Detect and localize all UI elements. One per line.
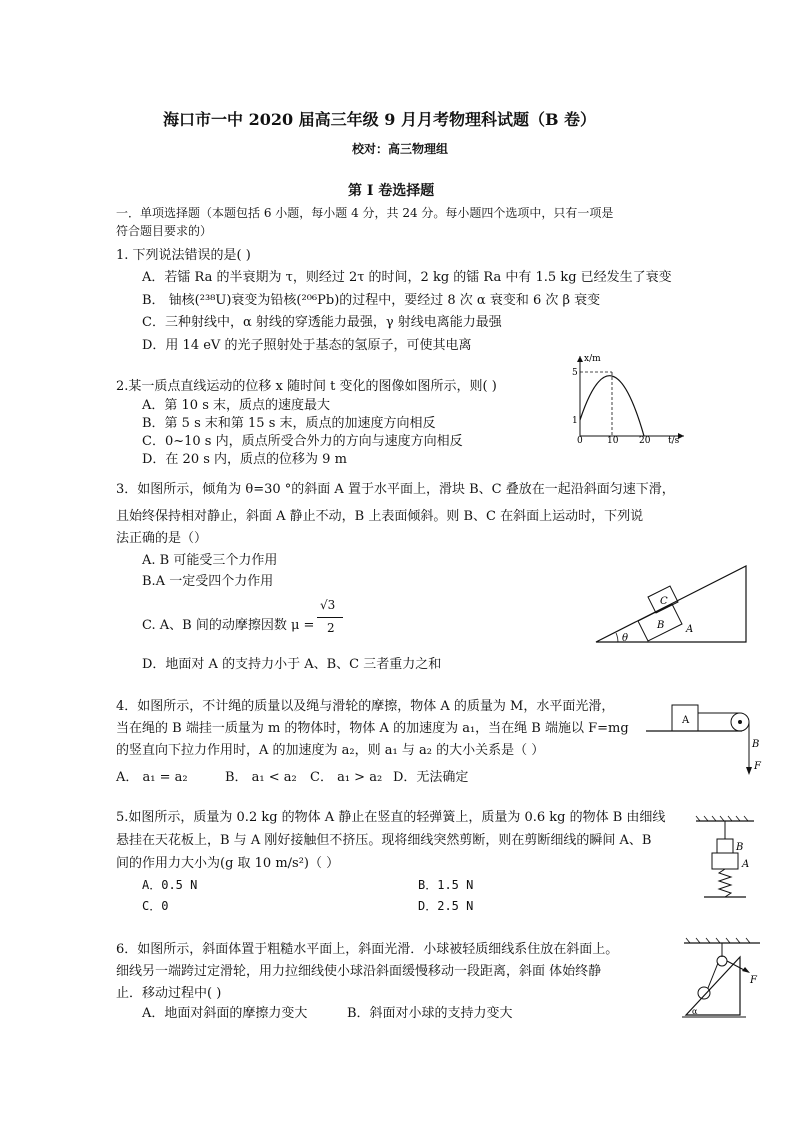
q5-option-c: C．0: [142, 899, 169, 913]
q2-option-c: C．0~10 s 内，质点所受合外力的方向与速度方向相反: [142, 434, 463, 449]
q3-option-b: B.A 一定受四个力作用: [142, 574, 274, 589]
proofread-line: 校对：高三物理组: [352, 142, 449, 156]
q4-stem-line2: 当在绳的 B 端挂一质量为 m 的物体时，物体 A 的加速度为 a₁，当在绳 B 端施以 F=mg: [116, 721, 629, 736]
q3-label-a: A: [686, 624, 694, 635]
q4-label-a: A: [682, 715, 690, 726]
q1-option-c: C．三种射线中，α 射线的穿透能力最强，γ 射线电离能力最强: [142, 315, 502, 330]
q2-option-d: D．在 20 s 内，质点的位移为 9 m: [142, 452, 347, 467]
q2-option-b: B．第 5 s 末和第 15 s 末，质点的加速度方向相反: [142, 416, 436, 431]
q5-label-a: A: [742, 859, 750, 870]
part-heading-line1: 一．单项选择题（本题包括 6 小题，每小题 4 分，共 24 分。每小题四个选项中，只有一项是: [116, 206, 614, 220]
q3-theta-label: θ: [622, 633, 629, 644]
q4-stem-line3: 的竖直向下拉力作用时，A 的加速度为 a₂，则 a₁ 与 a₂ 的大小关系是（ ）: [116, 743, 545, 758]
q5-stem-line1: 5.如图所示，质量为 0.2 kg 的物体 A 静止在竖直的轻弹簧上，质量为 0.6 kg 的物体 B 由细线: [116, 810, 666, 825]
q3-option-a: A. B 可能受三个力作用: [142, 553, 278, 568]
q4-option-d: D．无法确定: [393, 770, 469, 785]
q3-stem-line3: 法正确的是（）: [116, 531, 208, 546]
q3-option-c: C. A、B 间的动摩擦因数 μ =: [142, 618, 315, 633]
q2-stem: 2.某一质点直线运动的位移 x 随时间 t 变化的图像如图所示，则( ): [116, 379, 497, 394]
q3-label-b: B: [657, 620, 665, 631]
q2-ytick-5: 5: [572, 368, 578, 378]
q4-label-f: F: [754, 761, 761, 772]
q4-option-b: B． a₁ < a₂: [225, 770, 297, 785]
q1-option-b: B． 铀核(²³⁸U)衰变为铅核(²⁰⁶Pb)的过程中，要经过 8 次 α 衰变和 6 次 β 衰变: [142, 293, 601, 308]
q3-stem-line2: 且始终保持相对静止，斜面 A 静止不动，B 上表面倾斜。则 B、C 在斜面上运动时，下列说: [116, 509, 644, 524]
q2-option-a: A．第 10 s 末，质点的速度最大: [142, 398, 330, 413]
q3-fraction-denominator: 2: [327, 621, 335, 635]
q5-label-b: B: [736, 842, 744, 853]
q6-stem-line2: 细线另一端跨过定滑轮，用力拉细线使小球沿斜面缓慢移动一段距离，斜面 体始终静: [116, 964, 602, 979]
q6-pulley-incline-figure: [676, 935, 768, 1025]
q3-fraction-numerator: √3: [320, 598, 336, 612]
q2-ytick-1: 1: [572, 416, 578, 426]
q2-ylabel: x/m: [584, 354, 601, 364]
q2-xtick-10: 10: [607, 436, 619, 445]
q2-xtick-0: 0: [577, 436, 583, 445]
q5-stem-line3: 间的作用力大小为(g 取 10 m/s²)（ ）: [116, 856, 340, 871]
part-heading-line2: 符合题目要求的）: [116, 224, 213, 238]
section-title: 第 I 卷选择题: [348, 183, 435, 199]
q6-label-f: F: [750, 975, 757, 986]
q3-incline-figure: [590, 560, 750, 650]
q4-option-a: A． a₁ = a₂: [116, 770, 188, 785]
q6-option-b: B．斜面对小球的支持力变大: [347, 1006, 513, 1021]
q6-stem-line1: 6．如图所示，斜面体置于粗糙水平面上，斜面光滑．小球被轻质细线系住放在斜面上。: [116, 942, 619, 957]
q5-spring-figure: [690, 815, 760, 915]
q3-option-d: D．地面对 A 的支持力小于 A、B、C 三者重力之和: [142, 657, 442, 672]
q6-label-alpha: α: [692, 1007, 698, 1016]
q4-stem-line1: 4．如图所示，不计绳的质量以及绳与滑轮的摩擦，物体 A 的质量为 M，水平面光滑，: [116, 699, 615, 714]
q2-xt-graph: [560, 350, 690, 445]
page-title: 海口市一中 2020 届高三年级 9 月月考物理科试题（B 卷）: [163, 110, 597, 129]
q5-stem-line2: 悬挂在天花板上，B 与 A 刚好接触但不挤压。现将细线突然剪断，则在剪断细线的瞬间 A、B: [116, 833, 652, 848]
q3-fraction-bar: [317, 617, 343, 618]
q3-label-c: C: [660, 596, 668, 607]
q2-xlabel: t/s: [668, 436, 680, 445]
q6-stem-line3: 止．移动过程中( ): [116, 986, 222, 1001]
q6-option-a: A．地面对斜面的摩擦力变大: [142, 1006, 308, 1021]
q4-label-b: B: [752, 739, 760, 750]
q2-xtick-20: 20: [639, 436, 651, 445]
q1-option-d: D．用 14 eV 的光子照射处于基态的氢原子，可使其电离: [142, 338, 472, 353]
q4-pulley-figure: [640, 695, 768, 785]
q3-stem-line1: 3．如图所示，倾角为 θ=30 °的斜面 A 置于水平面上，滑块 B、C 叠放在一起沿斜面匀速下滑，: [116, 482, 675, 497]
q1-option-a: A．若镭 Ra 的半衰期为 τ，则经过 2τ 的时间，2 kg 的镭 Ra 中有 1.5 kg 已经发生了衰变: [142, 270, 672, 285]
q1-stem: 1. 下列说法错误的是( ): [116, 248, 251, 263]
q5-option-b: B．1.5 N: [418, 878, 474, 892]
q4-option-c: C． a₁ > a₂: [310, 770, 383, 785]
q5-option-d: D．2.5 N: [418, 899, 474, 913]
q5-option-a: A．0.5 N: [142, 878, 198, 892]
